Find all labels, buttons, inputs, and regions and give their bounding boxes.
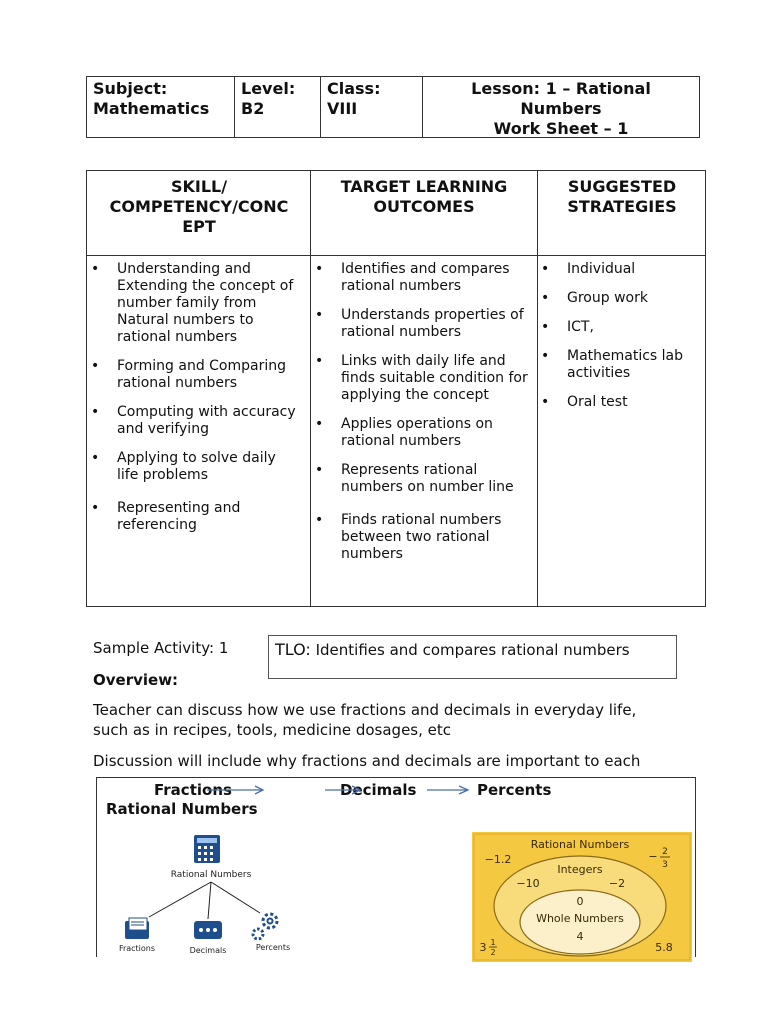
lesson-cell [423,77,699,137]
flow-percents: Percents [477,781,552,799]
list-item: • Links with daily life and finds suitable condition for applying the concept [311,353,533,404]
lesson-title-cont: Numbers [520,99,602,118]
venn-title: Rational Numbers [530,838,630,851]
worksheet-number: Work Sheet – 1 [493,119,629,138]
header-table [86,76,700,138]
class-label: Class: [327,79,381,98]
strategies-column-header: SUGGESTED STRATEGIES [567,177,677,216]
list-item: • Computing with accuracy and verifying [87,404,301,438]
venn-value: −2 [608,877,626,890]
flow-fractions: Fractions [154,781,232,799]
outcomes-column-header: TARGET LEARNING OUTCOMES [340,177,508,216]
outcomes-list [311,261,533,563]
tree-branches [149,882,260,919]
list-item: • Understanding and Extending the concept of number family from Natural numbers to rational numbers [87,261,301,346]
tree-leaf-decimals: Decimals [189,946,227,955]
rational-numbers-figure [96,777,696,957]
skill-column-header: SKILL/ COMPETENCY/CONC EPT [109,177,289,236]
venn-integers-label: Integers [557,863,603,876]
sample-activity-label: Sample Activity: 1 [93,639,229,657]
list-item: • Mathematics lab activities [537,348,703,382]
tlo-label: TLO: [275,640,311,659]
list-item: • Represents rational numbers on number line [311,462,533,496]
table-header-rule [87,255,705,256]
level-label: Level: [241,79,296,98]
class-value: VIII [327,99,358,118]
list-item: • Forming and Comparing rational numbers [87,358,301,392]
tlo-text: Identifies and compares rational numbers [315,641,630,659]
subject-label: Subject: [93,79,168,98]
skills-list [87,261,301,534]
list-item: • Identifies and compares rational numbers [311,261,533,295]
list-item: • Finds rational numbers between two rational numbers [311,512,533,563]
level-value: B2 [241,99,265,118]
discussion-paragraph-line: Discussion will include why fractions and decimals are important to each [93,752,641,770]
document-icon [125,918,149,939]
level-cell [235,77,321,137]
venn-fraction-denominator: 3 [662,860,668,870]
tree-leaf-fractions: Fractions [118,944,156,953]
list-item: • Applies operations on rational numbers [311,416,533,450]
calculator-icon [194,835,220,863]
rational-numbers-heading: Rational Numbers [106,800,258,818]
tlo-box [268,635,677,679]
venn-value: −10 [516,877,540,890]
venn-mixed-denominator: 2 [490,948,496,957]
strategies-list [537,261,703,411]
venn-whole-label: Whole Numbers [536,912,624,925]
lesson-title: Lesson: 1 – Rational [471,79,651,98]
venn-mixed-numerator: 1 [490,938,496,947]
list-item: • Oral test [537,394,703,411]
overview-paragraph-line: such as in recipes, tools, medicine dosages, etc [93,721,452,739]
venn-value: 4 [576,930,584,943]
chat-icon [194,921,222,939]
venn-value: −1.2 [484,853,512,866]
tree-root-label: Rational Numbers [170,870,252,880]
list-item: • Representing and referencing [87,500,301,534]
list-item: • Group work [537,290,703,307]
tree-diagram [115,833,315,958]
list-item: • Individual [537,261,703,278]
venn-fraction-sign: − [648,850,658,863]
venn-mixed-whole: 3 [479,941,487,954]
venn-fraction-numerator: 2 [662,847,668,857]
list-item: • Applying to solve daily life problems [87,450,301,484]
venn-value: 5.8 [655,941,673,954]
learning-table [86,170,706,607]
rational-numbers-venn [472,832,692,962]
class-cell [321,77,423,137]
venn-value: 0 [576,895,584,908]
overview-paragraph-line: Teacher can discuss how we use fractions and decimals in everyday life, [93,701,637,719]
list-item: • ICT, [537,319,703,336]
flow-decimals: Decimals [340,781,417,799]
tree-leaf-percents: Percents [255,943,291,952]
overview-heading: Overview: [93,671,179,689]
gears-icon [253,914,277,939]
subject-value: Mathematics [93,99,210,118]
list-item: • Understands properties of rational numbers [311,307,533,341]
subject-cell [87,77,235,137]
